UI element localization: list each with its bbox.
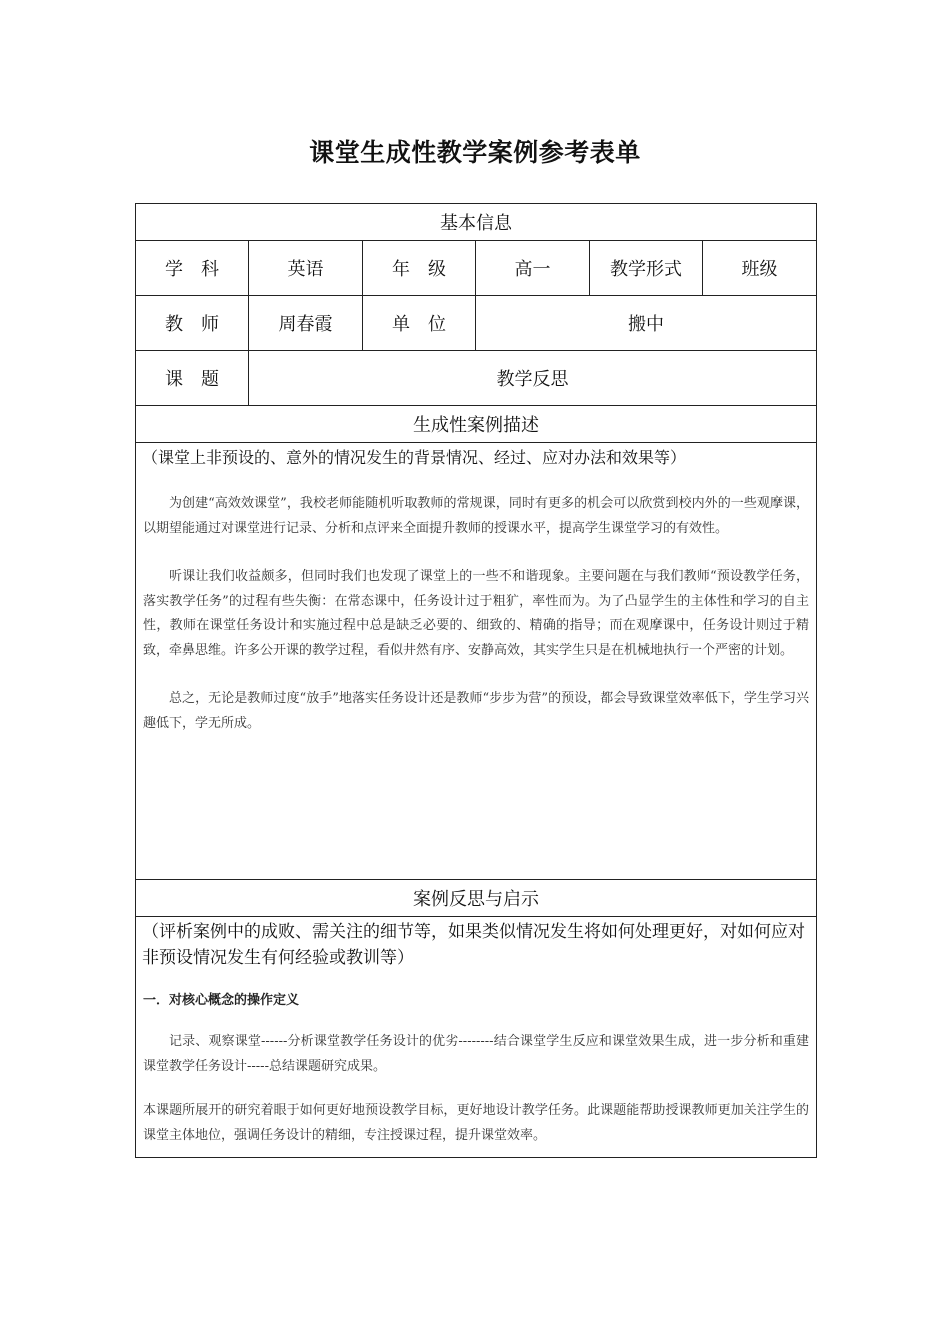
reflection-body: [136, 917, 817, 1158]
basic-info-header: 基本信息: [136, 204, 817, 241]
reflection-paragraph: 记录、观察课堂------分析课堂教学任务设计的优劣--------结合课堂学生反应和课堂效果生成，进一步分析和重建课堂教学任务设计-----总结课题研究成果。: [143, 1034, 810, 1074]
grade-label: 年 级: [363, 241, 476, 296]
page-title: 课堂生成性教学案例参考表单: [309, 138, 641, 167]
subject-label: 学 科: [136, 241, 249, 296]
reflection-paragraph: 本课题所展开的研究着眼于如何更好地预设教学目标，更好地设计教学任务。此课题能帮助授课教师更加关注学生的课堂主体地位，强调任务设计的精细，专注授课过程，提升课堂效率。: [143, 1103, 810, 1143]
case-paragraph: 为创建“高效效课堂”，我校老师能随机听取教师的常规课，同时有更多的机会可以欣赏到校内外的一些观摩课，以期望能通过对课堂进行记录、分析和点评来全面提升教师的授课水平，提高学生课堂学习的有效性。: [143, 496, 810, 536]
topic-value: 教学反思: [249, 351, 817, 406]
topic-label: 课 题: [136, 351, 249, 406]
reflection-header: 案例反思与启示: [136, 880, 817, 917]
teacher-value: 周春霞: [249, 296, 363, 351]
subject-value: 英语: [249, 241, 363, 296]
case-paragraph: 听课让我们收益颇多，但同时我们也发现了课堂上的一些不和谐现象。主要问题在与我们教师“预设教学任务，落实教学任务”的过程有些失衡：在常态课中，任务设计过于粗犷，率性而为。为了凸显学生的主体性和学习的自主性，教师在课堂任务设计和实施过程中总是缺乏必要的、细致的、精确的指导；而在观摩课中，任务设计则过于精致，牵鼻思维。许多公开课的教学过程，看似井然有序、安静高效，其实学生只是在机械地执行一个严密的计划。: [143, 569, 810, 658]
reflection-subheading: 一．对核心概念的操作定义: [143, 993, 300, 1008]
teacher-label: 教 师: [136, 296, 249, 351]
unit-label: 单 位: [363, 296, 476, 351]
teaching-form-label: 教学形式: [590, 241, 703, 296]
unit-value: 搬中: [476, 296, 817, 351]
case-description-hint: （课堂上非预设的、意外的情况发生的背景情况、经过、应对办法和效果等）: [142, 448, 687, 467]
case-description-header: 生成性案例描述: [136, 406, 817, 443]
teaching-form-value: 班级: [703, 241, 817, 296]
case-description-body: [136, 443, 817, 880]
reflection-hint: （评析案例中的成败、需关注的细节等，如果类似情况发生将如何处理更好，对如何应对非预设情况发生有何经验或教训等）: [142, 922, 805, 968]
grade-value: 高一: [476, 241, 590, 296]
case-paragraph: 总之，无论是教师过度“放手”地落实任务设计还是教师“步步为营”的预设，都会导致课堂效率低下，学生学习兴趣低下，学无所成。: [143, 691, 810, 731]
case-form-table: [135, 203, 817, 1158]
